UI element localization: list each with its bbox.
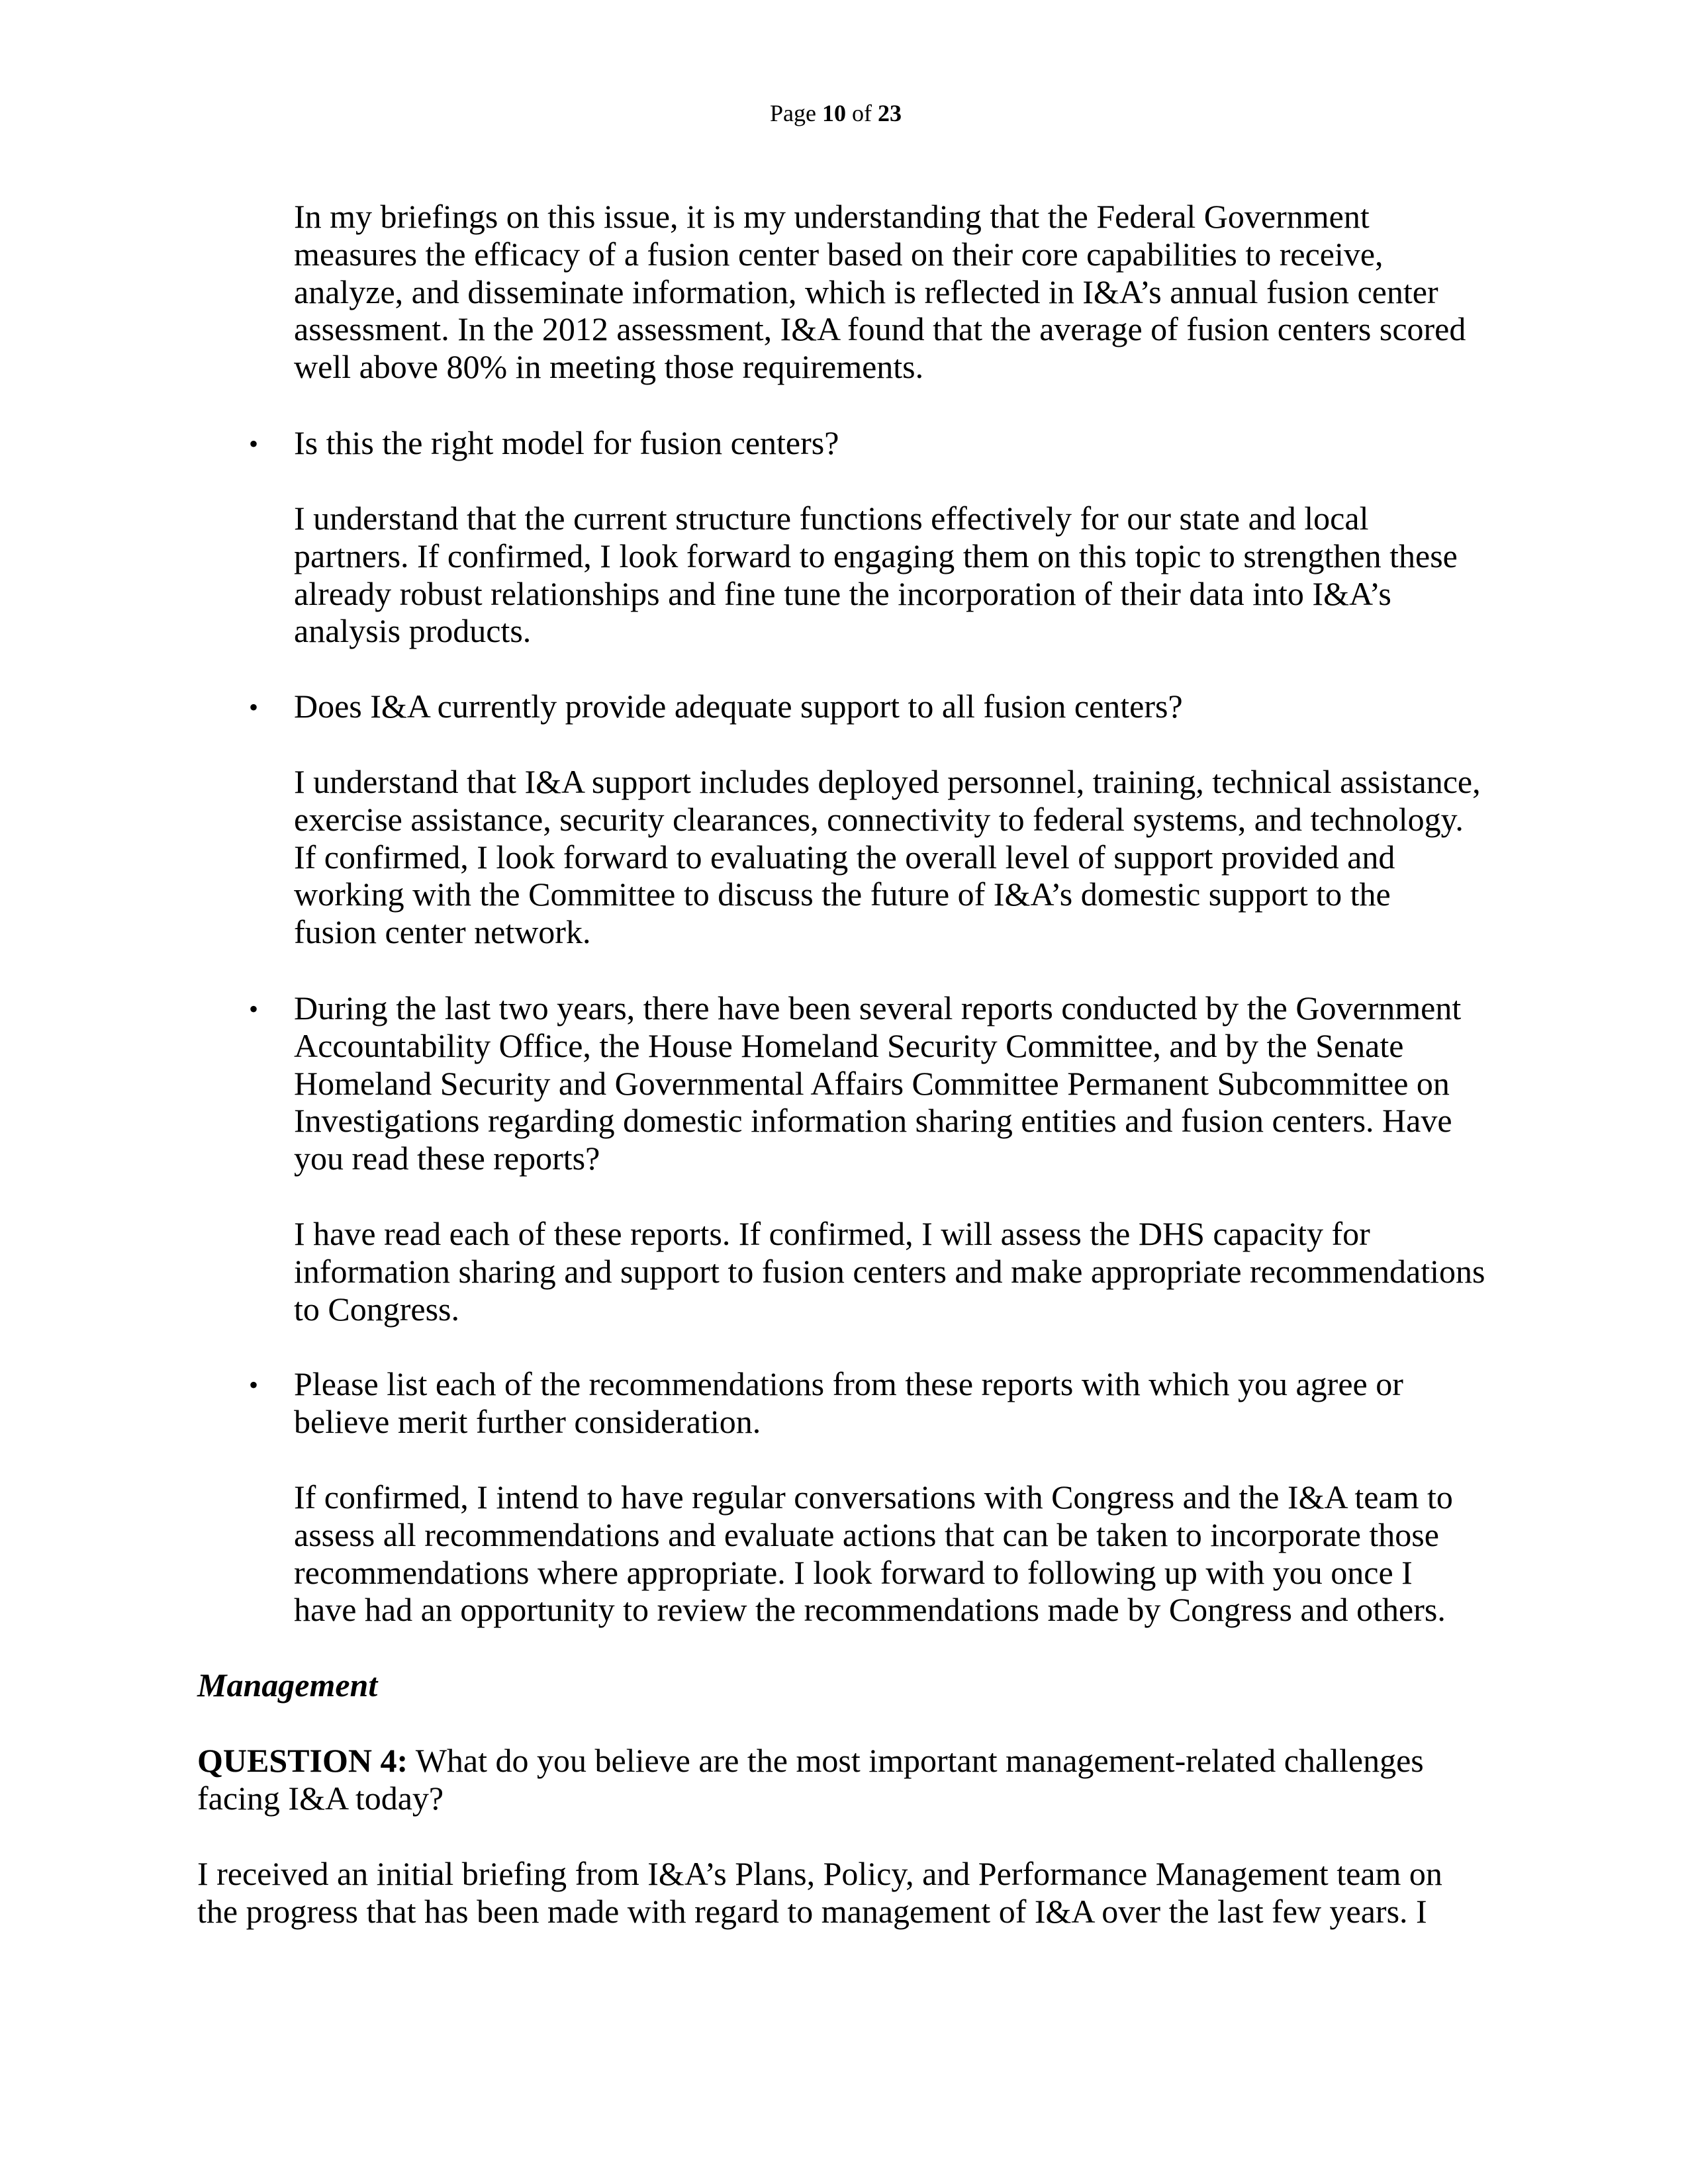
- bullet-answer-line: If confirmed, I look forward to evaluating the overall level of support provided and: [294, 838, 1395, 876]
- question-text-line: facing I&A today?: [197, 1779, 444, 1817]
- intro-paragraph-line: measures the efficacy of a fusion center based on their core capabilities to receive,: [294, 235, 1383, 273]
- page-total: 23: [877, 100, 902, 126]
- bullet-answer-line: exercise assistance, security clearances, connectivity to federal systems, and technology.: [294, 800, 1464, 838]
- bullet-icon: •: [249, 994, 259, 1024]
- page-header: [0, 99, 1671, 127]
- bullet-question: [294, 989, 1461, 1177]
- bullet-question: [294, 1365, 1403, 1441]
- bullet-answer-line: If confirmed, I intend to have regular conversations with Congress and the I&A team to: [294, 1479, 1453, 1516]
- bullet-answer-line: I have read each of these reports. If confirmed, I will assess the DHS capacity for: [294, 1215, 1370, 1252]
- bullet-icon: •: [249, 692, 259, 722]
- bullet-question: [294, 424, 839, 462]
- bullet-answer-line: have had an opportunity to review the recommendations made by Congress and others.: [294, 1591, 1446, 1629]
- answer-line: I received an initial briefing from I&A’s Plans, Policy, and Performance Management team on: [197, 1855, 1442, 1892]
- page-label: Page: [770, 100, 822, 126]
- bullet-icon: •: [249, 1370, 259, 1400]
- bullet-question-line: Investigations regarding domestic information sharing entities and fusion centers. Have: [294, 1102, 1452, 1140]
- intro-paragraph-line: well above 80% in meeting those requirements.: [294, 348, 924, 386]
- bullet-question-line: Accountability Office, the House Homeland Security Committee, and by the Senate: [294, 1026, 1404, 1064]
- bullet-question-line: Does I&A currently provide adequate support to all fusion centers?: [294, 688, 1183, 725]
- bullet-question-line: you read these reports?: [294, 1140, 600, 1177]
- intro-paragraph-line: assessment. In the 2012 assessment, I&A found that the average of fusion centers scored: [294, 310, 1466, 348]
- bullet-question-line: During the last two years, there have been several reports conducted by the Government: [294, 989, 1462, 1026]
- bullet-answer: [294, 763, 1481, 951]
- bullet-answer-line: analysis products.: [294, 612, 532, 650]
- intro-paragraph-line: analyze, and disseminate information, which is reflected in I&A’s annual fusion center: [294, 273, 1438, 310]
- bullet-answer-line: working with the Committee to discuss the future of I&A’s domestic support to the: [294, 876, 1391, 913]
- question-text-line: What do you believe are the most important management-related challenges: [408, 1742, 1424, 1779]
- bullet-answer-line: I understand that the current structure functions effectively for our state and local: [294, 500, 1369, 537]
- bullet-question-line: believe merit further consideration.: [294, 1402, 761, 1440]
- question-4: [197, 1742, 1424, 1817]
- section-heading: Management: [197, 1666, 378, 1704]
- question-4-answer: [197, 1855, 1442, 1931]
- answer-line: the progress that has been made with regard to management of I&A over the last few years. I: [197, 1892, 1427, 1930]
- bullet-answer-line: recommendations where appropriate. I look forward to following up with you once I: [294, 1553, 1413, 1591]
- bullet-answer: [294, 1479, 1453, 1629]
- bullet-answer-line: already robust relationships and fine tune the incorporation of their data into I&A’s: [294, 574, 1391, 612]
- bullet-answer: [294, 1215, 1485, 1328]
- question-label: QUESTION 4:: [197, 1742, 408, 1779]
- bullet-question-line: Is this the right model for fusion centers?: [294, 424, 839, 461]
- bullet-question: [294, 688, 1183, 725]
- bullet-icon: •: [249, 429, 259, 459]
- bullet-answer: [294, 500, 1458, 650]
- bullet-answer-line: to Congress.: [294, 1290, 459, 1328]
- bullet-question-line: Please list each of the recommendations from these reports with which you agree or: [294, 1365, 1403, 1402]
- bullet-question-line: Homeland Security and Governmental Affairs Committee Permanent Subcommittee on: [294, 1064, 1450, 1102]
- bullet-answer-line: assess all recommendations and evaluate actions that can be taken to incorporate those: [294, 1516, 1439, 1553]
- bullet-answer-line: fusion center network.: [294, 913, 591, 951]
- bullet-answer-line: information sharing and support to fusion centers and make appropriate recommendations: [294, 1252, 1485, 1290]
- page-of-label: of: [845, 100, 878, 126]
- page-number: 10: [821, 100, 846, 126]
- intro-paragraph-line: In my briefings on this issue, it is my understanding that the Federal Government: [294, 198, 1370, 235]
- bullet-answer-line: partners. If confirmed, I look forward to engaging them on this topic to strengthen these: [294, 537, 1458, 574]
- bullet-answer-line: I understand that I&A support includes deployed personnel, training, technical assistance,: [294, 763, 1481, 800]
- intro-paragraph: [294, 198, 1466, 386]
